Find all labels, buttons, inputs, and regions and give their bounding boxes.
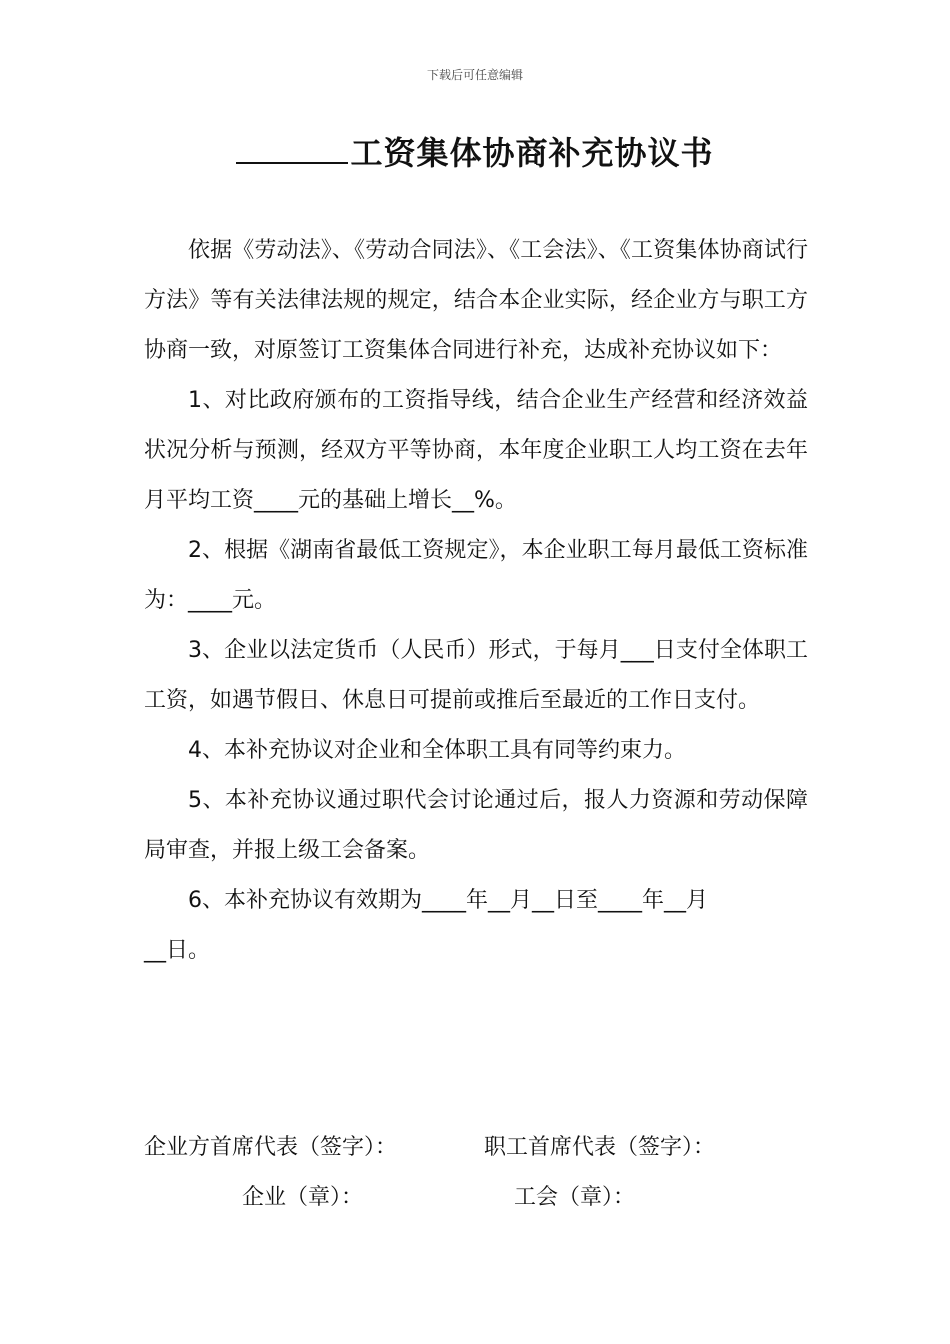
company-rep-signature-label: 企业方首席代表（签字）： bbox=[144, 1135, 398, 1160]
clause-1: 1、对比政府颁布的工资指导线，结合企业生产经营和经济效益状况分析与预测，经双方平等协商，本年度企业职工人均工资在去年月平均工资____元的基础上增长__%。 bbox=[144, 388, 808, 513]
clause-4: 4、本补充协议对企业和全体职工具有同等约束力。 bbox=[188, 738, 686, 763]
company-seal-label: 企业（章）： bbox=[242, 1185, 364, 1210]
clause-6-continuation: __日。 bbox=[144, 938, 211, 963]
worker-rep-signature-label: 职工首席代表（签字）： bbox=[484, 1135, 716, 1160]
intro-paragraph: 依据《劳动法》、《劳动合同法》、《工会法》、《工资集体协商试行方法》等有关法律法规的规定，结合本企业实际，经企业方与职工方 协商一致，对原签订工资集体合同进行补充，达成补充协议如下： bbox=[144, 238, 808, 363]
clause-5: 5、本补充协议通过职代会讨论通过后，报人力资源和劳动保障局审查，并报上级工会备案。 bbox=[144, 788, 808, 863]
clause-2: 2、根据《湖南省最低工资规定》，本企业职工每月最低工资标准为：____元。 bbox=[144, 538, 808, 613]
title-text: 工资集体协商补充协议书 bbox=[350, 134, 714, 172]
title-blank-line bbox=[236, 132, 348, 164]
clause-6: 6、本补充协议有效期为____年__月__日至____年__月 bbox=[188, 888, 708, 913]
header-note: 下载后可任意编辑 bbox=[426, 68, 523, 82]
union-seal-label: 工会（章）： bbox=[514, 1185, 636, 1210]
document-title bbox=[0, 128, 950, 174]
document-body bbox=[144, 226, 808, 976]
clause-3: 3、企业以法定货币（人民币）形式，于每月___日支付全体职工工资，如遇节假日、休息日可提前或推后至最近的工作日支付。 bbox=[144, 638, 808, 713]
